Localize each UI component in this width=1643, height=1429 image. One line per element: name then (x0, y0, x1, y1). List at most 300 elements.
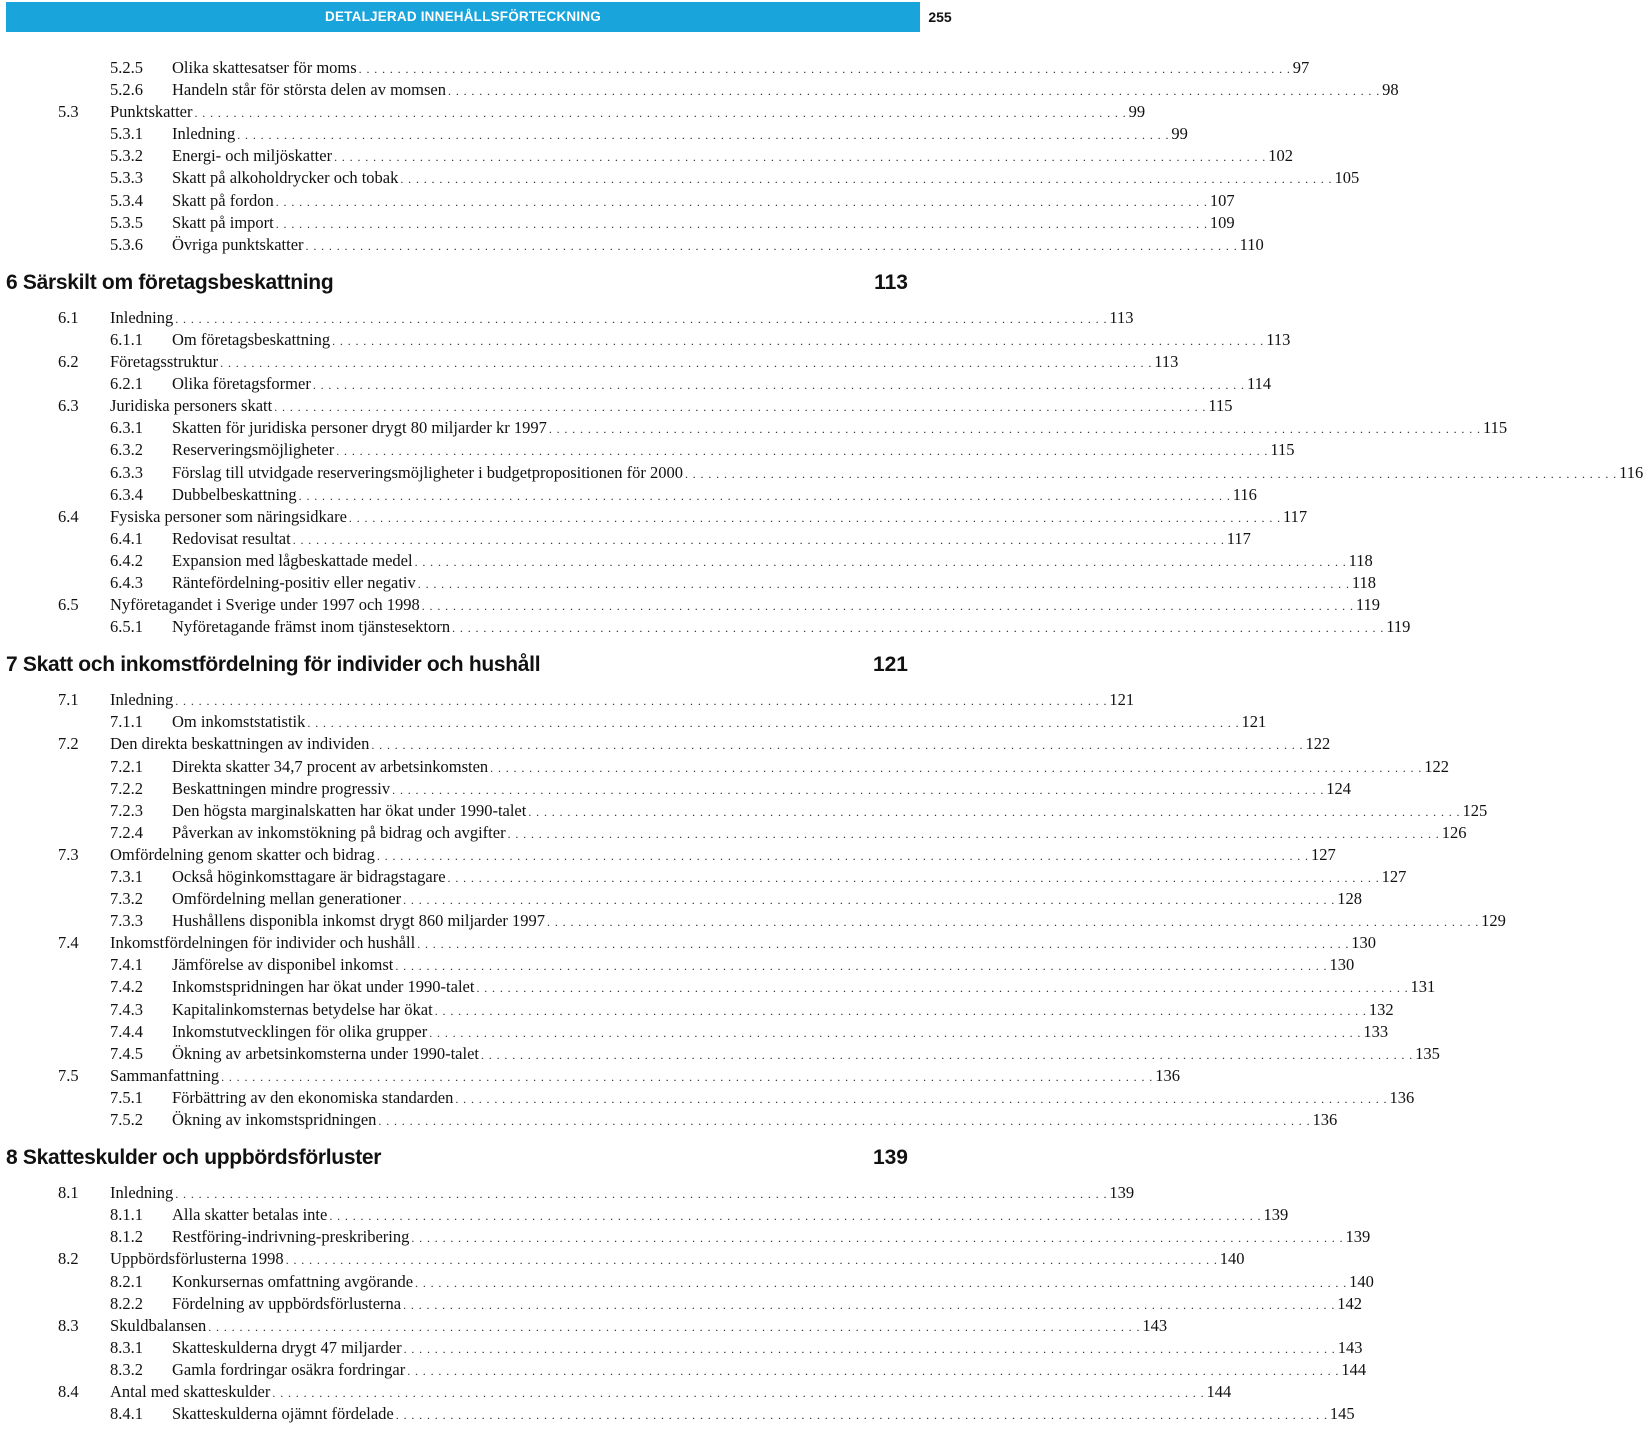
section-title: Också höginkomsttagare är bidragstagare (172, 867, 446, 886)
section-number: 6.3.3 (110, 462, 143, 482)
entry-line (172, 190, 1235, 213)
entry-line (172, 145, 1293, 168)
section-title: Direkta skatter 34,7 procent av arbetsinkomsten (172, 756, 489, 776)
section-title: Ökning av arbetsinkomsterna under 1990-talet (172, 1043, 479, 1063)
entry-line (110, 844, 1336, 867)
section-title: Hushållens disponibla inkomst drygt 860 miljarder 1997 (172, 911, 546, 931)
dot-leader: . . . . . . . . . . . . . . . . . . . . . . . . . . . . . . . . . . . . . . . . . . . . . . . . . . . . . . . . . . . . . . . . . . . . . . . . . . . . . . . . . . . . . . . . . . . . . . . . . . . . . . . . . . . . . . . . . . . . . . . . (332, 333, 1265, 348)
section-page-number: 130 (1351, 933, 1377, 953)
section-title: Nyföretagandet i Sverige under 1997 och 1998 (110, 595, 420, 615)
section-number: 6.2.1 (110, 374, 143, 394)
dot-leader: . . . . . . . . . . . . . . . . . . . . . . . . . . . . . . . . . . . . . . . . . . . . . . . . . . . . . . . . . . . . . . . . . . . . . . . . . . . . . . . . . . . . . . . . . . . . . . . . . . . . . . . . . . . . . . . . . . . . . . . . (220, 356, 1153, 371)
section-title: Den direkta beskattningen av individen (110, 734, 370, 754)
entry-line (172, 550, 1373, 573)
section-number: 5.3.6 (110, 234, 143, 254)
section-page-number: 114 (1246, 374, 1272, 394)
entry-line (172, 212, 1235, 235)
toc-subsection-entry[interactable] (0, 976, 1436, 998)
toc-section-entry[interactable] (0, 1315, 1168, 1337)
toc-section-entry[interactable] (0, 101, 1146, 123)
dot-leader: . . . . . . . . . . . . . . . . . . . . . . . . . . . . . . . . . . . . . . . . . . . . . . . . . . . . . . . . . . . . . . . . . . . . . . . . . . . . . . . . . . . . . . . . . . . . . . . . . . . . . . . . . . . . . . . . . . . . . . . . (684, 466, 1618, 481)
toc-subsection-entry[interactable] (0, 1021, 1389, 1043)
section-title: Beskattningen mindre progressiv (172, 778, 391, 798)
dot-leader: . . . . . . . . . . . . . . . . . . . . . . . . . . . . . . . . . . . . . . . . . . . . . . . . . . . . . . . . . . . . . . . . . . . . . . . . . . . . . . . . . . . . . . . . . . . . . . . . . . . . . . . . . . . . . . . . . . . . . . . . (414, 554, 1347, 569)
section-page-number: 125 (1462, 800, 1488, 820)
section-number: 7.5.2 (110, 1110, 143, 1130)
section-page-number: 119 (1355, 595, 1380, 615)
section-page-number: 139 (1263, 1205, 1289, 1225)
section-number: 8.3.2 (110, 1359, 143, 1379)
toc-section-entry[interactable] (0, 351, 1179, 373)
section-number: 5.3.1 (110, 124, 143, 144)
section-number: 6.5.1 (110, 617, 143, 637)
section-title: Förbättring av den ekonomiska standarden (172, 1087, 454, 1107)
toc-subsection-entry[interactable] (0, 1087, 1415, 1109)
running-header-title: DETALJERAD INNEHÅLLSFÖRTECKNING (6, 2, 920, 32)
dot-leader: . . . . . . . . . . . . . . . . . . . . . . . . . . . . . . . . . . . . . . . . . . . . . . . . . . . . . . . . . . . . . . . . . . . . . . . . . . . . . . . . . . . . . . . . . . . . . . . . . . . . . . . . . . . . . . . . . . . . . . . . (275, 216, 1208, 231)
entry-line (172, 439, 1295, 462)
dot-leader: . . . . . . . . . . . . . . . . . . . . . . . . . . . . . . . . . . . . . . . . . . . . . . . . . . . . . . . . . . . . . . . . . . . . . . . . . . . . . . . . . . . . . . . . . . . . . . . . . . . . . . . . . . . . . . . . . . . . . . . . (403, 1341, 1336, 1356)
toc-subsection-entry[interactable] (0, 954, 1355, 976)
section-number: 7.2.4 (110, 822, 143, 842)
section-page-number: 144 (1206, 1381, 1232, 1401)
toc-section-entry[interactable] (0, 506, 1308, 528)
chapter-title: 7 Skatt och inkomstfördelning för individer och hushåll (6, 653, 541, 677)
toc-subsection-entry[interactable] (0, 572, 1377, 594)
section-page-number: 110 (1239, 234, 1264, 254)
chapter-heading[interactable] (0, 650, 960, 680)
section-number: 8.2.1 (110, 1271, 143, 1291)
section-title: Skatt på fordon (172, 190, 274, 210)
section-page-number: 126 (1441, 822, 1467, 842)
dot-leader: . . . . . . . . . . . . . . . . . . . . . . . . . . . . . . . . . . . . . . . . . . . . . . . . . . . . . . . . . . . . . . . . . . . . . . . . . . . . . . . . . . . . . . . . . . . . . . . . . . . . . . . . . . . . . . . . . . . . . . . . (403, 1297, 1336, 1312)
entry-line (172, 572, 1377, 595)
section-page-number: 117 (1283, 506, 1308, 526)
entry-line (110, 1248, 1245, 1271)
section-title: Inkomstspridningen har ökat under 1990-talet (172, 977, 475, 997)
toc-subsection-entry[interactable] (0, 167, 1360, 189)
entry-line (172, 822, 1467, 845)
section-number: 7.4 (58, 933, 79, 953)
dot-leader: . . . . . . . . . . . . . . . . . . . . . . . . . . . . . . . . . . . . . . . . . . . . . . . . . . . . . . . . . . . . . . . . . . . . . . . . . . . . . . . . . . . . . . . . . . . . . . . . . . . . . . . . . . . . . . . . . . . . . . . . (447, 871, 1380, 885)
section-number: 7.3 (58, 844, 79, 864)
section-number: 5.3.5 (110, 212, 143, 232)
dot-leader: . . . . . . . . . . . . . . . . . . . . . . . . . . . . . . . . . . . . . . . . . . . . . . . . . . . . . . . . . . . . . . . . . . . . . . . . . . . . . . . . . . . . . . . . . . . . . . . . . . . . . . . . . . . . . . . . . . . . . . . . (272, 1385, 1205, 1400)
section-title: Sammanfattning (110, 1065, 220, 1085)
toc-subsection-entry[interactable] (0, 190, 1235, 212)
section-page-number: 116 (1619, 462, 1643, 482)
entry-line (172, 484, 1257, 507)
chapter-title: 8 Skatteskulder och uppbördsförluster (6, 1146, 382, 1170)
toc-subsection-entry[interactable] (0, 778, 1351, 800)
entry-line (172, 778, 1351, 801)
section-title: Inledning (110, 690, 174, 710)
section-number: 7.2.1 (110, 756, 143, 776)
dot-leader: . . . . . . . . . . . . . . . . . . . . . . . . . . . . . . . . . . . . . . . . . . . . . . . . . . . . . . . . . . . . . . . . . . . . . . . . . . . . . . . . . . . . . . . . . . . . . . . . . . . . . . . . . . . . . . . . . . . . . . . . (175, 1187, 1108, 1202)
section-page-number: 113 (1266, 329, 1291, 349)
dot-leader: . . . . . . . . . . . . . . . . . . . . . . . . . . . . . . . . . . . . . . . . . . . . . . . . . . . . . . . . . . . . . . . . . . . . . . . . . . . . . . . . . . . . . . . . . . . . . . . . . . . . . . . . . . . . . . . . . . . . . . . . (417, 576, 1350, 591)
entry-line (110, 1182, 1135, 1205)
section-title: Alla skatter betalas inte (172, 1205, 328, 1225)
section-title: Fördelning av uppbördsförlusterna (172, 1293, 402, 1313)
section-number: 6.3.2 (110, 440, 143, 460)
dot-leader: . . . . . . . . . . . . . . . . . . . . . . . . . . . . . . . . . . . . . . . . . . . . . . . . . . . . . . . . . . . . . . . . . . . . . . . . . . . . . . . . . . . . . . . . . . . . . . . . . . . . . . . . . . . . . . . . . . . . . . . . (312, 378, 1245, 393)
toc-section-entry[interactable] (0, 1182, 1135, 1204)
section-title: Uppbördsförlusterna 1998 (110, 1249, 284, 1269)
section-page-number: 135 (1415, 1043, 1440, 1063)
toc-subsection-entry[interactable] (0, 212, 1235, 234)
entry-line (110, 594, 1380, 617)
section-page-number: 128 (1337, 889, 1362, 909)
dot-leader: . . . . . . . . . . . . . . . . . . . . . . . . . . . . . . . . . . . . . . . . . . . . . . . . . . . . . . . . . . . . . . . . . . . . . . . . . . . . . . . . . . . . . . . . . . . . . . . . . . . . . . . . . . . . . . . . . . . . . . . . (429, 1025, 1362, 1040)
entry-line (172, 1204, 1289, 1227)
section-number: 7.3.1 (110, 867, 143, 886)
section-number: 6.4.3 (110, 572, 143, 592)
dot-leader: . . . . . . . . . . . . . . . . . . . . . . . . . . . . . . . . . . . . . . . . . . . . . . . . . . . . . . . . . . . . . . . . . . . . . . . . . . . . . . . . . . . . . . . . . . . . . . . . . . . . . . . . . . . . . . . . . . . . . . . . (221, 1069, 1154, 1084)
entry-line (172, 954, 1355, 977)
section-number: 7.5.1 (110, 1087, 143, 1107)
dot-leader: . . . . . . . . . . . . . . . . . . . . . . . . . . . . . . . . . . . . . . . . . . . . . . . . . . . . . . . . . . . . . . . . . . . . . . . . . . . . . . . . . . . . . . . . . . . . . . . . . . . . . . . . . . . . . . . . . . . . . . . . (274, 400, 1207, 415)
section-number: 6.1 (58, 307, 79, 327)
toc-subsection-entry[interactable] (0, 1337, 1363, 1359)
section-page-number: 122 (1305, 734, 1331, 754)
toc-subsection-entry[interactable] (0, 1043, 1440, 1065)
entry-line (172, 711, 1267, 734)
entry-line (172, 756, 1450, 779)
section-page-number: 136 (1155, 1065, 1180, 1085)
section-title: Redovisat resultat (172, 528, 291, 548)
toc-subsection-entry[interactable] (0, 417, 1508, 439)
toc-subsection-entry[interactable] (0, 123, 1188, 145)
entry-line (172, 1226, 1371, 1249)
section-number: 6.4.1 (110, 528, 143, 548)
toc-section-entry[interactable] (0, 844, 1336, 866)
section-page-number: 119 (1386, 617, 1411, 637)
entry-line (172, 462, 1643, 485)
section-page-number: 99 (1171, 124, 1188, 144)
section-title: Övriga punktskatter (172, 234, 304, 254)
section-title: Den högsta marginalskatten har ökat under 1990-talet (172, 800, 527, 820)
toc-subsection-entry[interactable] (0, 462, 1643, 484)
section-page-number: 124 (1326, 778, 1351, 798)
section-page-number: 107 (1209, 190, 1235, 210)
page-number: 255 (928, 9, 952, 25)
entry-line (172, 167, 1360, 190)
entry-line (110, 101, 1146, 124)
dot-leader: . . . . . . . . . . . . . . . . . . . . . . . . . . . . . . . . . . . . . . . . . . . . . . . . . . . . . . . . . . . . . . . . . . . . . . . . . . . . . . . . . . . . . . . . . . . . . . . . . . . . . . . . . . . . . . . . . . . . . . . . (334, 150, 1267, 165)
section-title: Gamla fordringar osäkra fordringar (172, 1359, 406, 1379)
entry-line (172, 1293, 1362, 1316)
dot-leader: . . . . . . . . . . . . . . . . . . . . . . . . . . . . . . . . . . . . . . . . . . . . . . . . . . . . . . . . . . . . . . . . . . . . . . . . . . . . . . . . . . . . . . . . . . . . . . . . . . . . . . . . . . . . . . . . . . . . . . . . (395, 1408, 1328, 1423)
chapter-heading[interactable] (0, 268, 960, 298)
entry-line (172, 123, 1188, 146)
entry-line (110, 733, 1331, 756)
entry-line (110, 1381, 1232, 1404)
section-title: Ökning av inkomstspridningen (172, 1110, 377, 1130)
section-number: 6.4.2 (110, 550, 143, 570)
table-of-contents (0, 57, 1643, 1425)
dot-leader: . . . . . . . . . . . . . . . . . . . . . . . . . . . . . . . . . . . . . . . . . . . . . . . . . . . . . . . . . . . . . . . . . . . . . . . . . . . . . . . . . . . . . . . . . . . . . . . . . . . . . . . . . . . . . . . . . . . . . . . . (415, 1275, 1348, 1290)
toc-subsection-entry[interactable] (0, 822, 1467, 844)
section-number: 7.3.2 (110, 889, 143, 909)
section-number: 5.3 (58, 102, 79, 122)
section-number: 6.2 (58, 352, 79, 372)
section-page-number: 109 (1209, 212, 1235, 232)
entry-line (110, 932, 1377, 955)
chapter-heading[interactable] (0, 1143, 960, 1173)
section-title: Skatten för juridiska personer drygt 80 miljarder kr 1997 (172, 418, 547, 438)
section-number: 7.2 (58, 734, 79, 754)
entry-line (172, 1109, 1338, 1132)
dot-leader: . . . . . . . . . . . . . . . . . . . . . . . . . . . . . . . . . . . . . . . . . . . . . . . . . . . . . . . . . . . . . . . . . . . . . . . . . . . . . . . . . . . . . . . . . . . . . . . . . . . . . . . . . . . . . . . . . . . . . . . . (175, 311, 1108, 326)
section-number: 8.1.1 (110, 1205, 143, 1225)
section-title: Påverkan av inkomstökning på bidrag och avgifter (172, 822, 506, 842)
chapter-page-number: 121 (872, 653, 908, 677)
section-number: 5.3.4 (110, 190, 143, 210)
dot-leader: . . . . . . . . . . . . . . . . . . . . . . . . . . . . . . . . . . . . . . . . . . . . . . . . . . . . . . . . . . . . . . . . . . . . . . . . . . . . . . . . . . . . . . . . . . . . . . . . . . . . . . . . . . . . . . . . . . . . . . . . (329, 1209, 1262, 1224)
section-title: Olika företagsformer (172, 374, 311, 394)
toc-subsection-entry[interactable] (0, 439, 1295, 461)
section-title: Skatteskulderna ojämnt fördelade (172, 1404, 394, 1424)
toc-subsection-entry[interactable] (0, 1204, 1289, 1226)
dot-leader: . . . . . . . . . . . . . . . . . . . . . . . . . . . . . . . . . . . . . . . . . . . . . . . . . . . . . . . . . . . . . . . . . . . . . . . . . . . . . . . . . . . . . . . . . . . . . . . . . . . . . . . . . . . . . . . . . . . . . . . . (298, 488, 1231, 503)
entry-line (172, 910, 1506, 933)
entry-line (110, 689, 1135, 712)
section-title: Inkomstutvecklingen för olika grupper (172, 1021, 428, 1041)
section-title: Skatt på import (172, 212, 274, 232)
section-page-number: 115 (1270, 440, 1295, 460)
dot-leader: . . . . . . . . . . . . . . . . . . . . . . . . . . . . . . . . . . . . . . . . . . . . . . . . . . . . . . . . . . . . . . . . . . . . . . . . . . . . . . . . . . . . . . . . . . . . . . . . . . . . . . . . . . . . . . . . . . . . . . . . (275, 194, 1208, 209)
section-title: Omfördelning mellan generationer (172, 889, 402, 909)
entry-line (110, 395, 1233, 418)
toc-section-entry[interactable] (0, 689, 1135, 711)
section-page-number: 98 (1382, 80, 1399, 100)
section-number: 6.3.4 (110, 484, 143, 504)
section-title: Fysiska personer som näringsidkare (110, 506, 347, 526)
section-number: 8.1.2 (110, 1227, 143, 1247)
section-number: 7.4.2 (110, 977, 143, 997)
dot-leader: . . . . . . . . . . . . . . . . . . . . . . . . . . . . . . . . . . . . . . . . . . . . . . . . . . . . . . . . . . . . . . . . . . . . . . . . . . . . . . . . . . . . . . . . . . . . . . . . . . . . . . . . . . . . . . . . . . . . . . . . (448, 84, 1381, 99)
dot-leader: . . . . . . . . . . . . . . . . . . . . . . . . . . . . . . . . . . . . . . . . . . . . . . . . . . . . . . . . . . . . . . . . . . . . . . . . . . . . . . . . . . . . . . . . . . . . . . . . . . . . . . . . . . . . . . . . . . . . . . . . (481, 1047, 1414, 1062)
toc-section-entry[interactable] (0, 1248, 1245, 1270)
entry-line (172, 999, 1394, 1022)
toc-subsection-entry[interactable] (0, 234, 1264, 256)
entry-line (172, 79, 1399, 102)
entry-line (172, 1271, 1374, 1294)
toc-subsection-entry[interactable] (0, 711, 1267, 733)
section-page-number: 133 (1363, 1021, 1389, 1041)
entry-line (172, 1021, 1389, 1044)
section-title: Expansion med lågbeskattade medel (172, 550, 413, 570)
dot-leader: . . . . . . . . . . . . . . . . . . . . . . . . . . . . . . . . . . . . . . . . . . . . . . . . . . . . . . . . . . . . . . . . . . . . . . . . . . . . . . . . . . . . . . . . . . . . . . . . . . . . . . . . . . . . . . . . . . . . . . . . (378, 1114, 1311, 1129)
entry-line (110, 307, 1134, 330)
toc-subsection-entry[interactable] (0, 866, 1407, 888)
section-title: Jämförelse av disponibel inkomst (172, 955, 394, 975)
section-number: 6.5 (58, 595, 79, 615)
toc-subsection-entry[interactable] (0, 57, 1310, 79)
dot-leader: . . . . . . . . . . . . . . . . . . . . . . . . . . . . . . . . . . . . . . . . . . . . . . . . . . . . . . . . . . . . . . . . . . . . . . . . . . . . . . . . . . . . . . . . . . . . . . . . . . . . . . . . . . . . . . . . . . . . . . . . (307, 716, 1240, 731)
toc-section-entry[interactable] (0, 594, 1380, 616)
dot-leader: . . . . . . . . . . . . . . . . . . . . . . . . . . . . . . . . . . . . . . . . . . . . . . . . . . . . . . . . . . . . . . . . . . . . . . . . . . . . . . . . . . . . . . . . . . . . . . . . . . . . . . . . . . . . . . . . . . . . . . . . (292, 532, 1225, 547)
section-title: Punktskatter (110, 102, 193, 122)
section-number: 8.1 (58, 1183, 79, 1203)
section-page-number: 115 (1208, 396, 1233, 416)
dot-leader: . . . . . . . . . . . . . . . . . . . . . . . . . . . . . . . . . . . . . . . . . . . . . . . . . . . . . . . . . . . . . . . . . . . . . . . . . . . . . . . . . . . . . . . . . . . . . . . . . . . . . . . . . . . . . . . . . . . . . . . . (305, 238, 1238, 253)
toc-subsection-entry[interactable] (0, 1226, 1371, 1248)
entry-line (172, 373, 1272, 396)
section-page-number: 140 (1349, 1271, 1374, 1291)
section-number: 6.3.1 (110, 418, 143, 438)
section-title: Kapitalinkomsternas betydelse har ökat (172, 999, 433, 1019)
entry-line (172, 866, 1407, 889)
section-page-number: 136 (1312, 1110, 1338, 1130)
dot-leader: . . . . . . . . . . . . . . . . . . . . . . . . . . . . . . . . . . . . . . . . . . . . . . . . . . . . . . . . . . . . . . . . . . . . . . . . . . . . . . . . . . . . . . . . . . . . . . . . . . . . . . . . . . . . . . . . . . . . . . . . (411, 1231, 1344, 1246)
toc-subsection-entry[interactable] (0, 1109, 1338, 1131)
entry-line (172, 417, 1508, 440)
dot-leader: . . . . . . . . . . . . . . . . . . . . . . . . . . . . . . . . . . . . . . . . . . . . . . . . . . . . . . . . . . . . . . . . . . . . . . . . . . . . . . . . . . . . . . . . . . . . . . . . . . . . . . . . . . . . . . . . . . . . . . . . (476, 981, 1409, 996)
section-page-number: 121 (1109, 690, 1135, 710)
section-number: 7.4.4 (110, 1021, 143, 1041)
dot-leader: . . . . . . . . . . . . . . . . . . . . . . . . . . . . . . . . . . . . . . . . . . . . . . . . . . . . . . . . . . . . . . . . . . . . . . . . . . . . . . . . . . . . . . . . . . . . . . . . . . . . . . . . . . . . . . . . . . . . . . . . (392, 782, 1325, 797)
toc-section-entry[interactable] (0, 395, 1233, 417)
section-number: 7.4.1 (110, 955, 143, 975)
toc-subsection-entry[interactable] (0, 145, 1293, 167)
toc-subsection-entry[interactable] (0, 1403, 1355, 1425)
chapter-page-number: 139 (872, 1146, 908, 1170)
toc-section-entry[interactable] (0, 307, 1134, 329)
section-number: 5.3.2 (110, 146, 143, 166)
dot-leader: . . . . . . . . . . . . . . . . . . . . . . . . . . . . . . . . . . . . . . . . . . . . . . . . . . . . . . . . . . . . . . . . . . . . . . . . . . . . . . . . . . . . . . . . . . . . . . . . . . . . . . . . . . . . . . . . . . . . . . . . (548, 422, 1481, 437)
section-page-number: 130 (1329, 955, 1355, 975)
section-page-number: 139 (1345, 1227, 1371, 1247)
toc-subsection-entry[interactable] (0, 1359, 1367, 1381)
section-number: 8.4 (58, 1381, 79, 1401)
toc-subsection-entry[interactable] (0, 329, 1291, 351)
section-title: Förslag till utvidgade reserveringsmöjligheter i budgetpropositionen för 2000 (172, 462, 683, 482)
section-title: Nyföretagande främst inom tjänstesektorn (172, 617, 451, 637)
section-page-number: 143 (1142, 1315, 1168, 1335)
section-number: 7.4.3 (110, 999, 143, 1019)
dot-leader: . . . . . . . . . . . . . . . . . . . . . . . . . . . . . . . . . . . . . . . . . . . . . . . . . . . . . . . . . . . . . . . . . . . . . . . . . . . . . . . . . . . . . . . . . . . . . . . . . . . . . . . . . . . . . . . . . . . . . . . . (528, 804, 1461, 819)
entry-line (172, 1403, 1355, 1426)
section-number: 7.2.2 (110, 778, 143, 798)
section-page-number: 144 (1341, 1359, 1367, 1379)
section-page-number: 129 (1481, 911, 1506, 931)
toc-subsection-entry[interactable] (0, 484, 1257, 506)
section-title: Inkomstfördelningen för individer och hushåll (110, 933, 416, 953)
section-title: Reserveringsmöjligheter (172, 440, 335, 460)
section-number: 8.3.1 (110, 1337, 143, 1357)
toc-subsection-entry[interactable] (0, 528, 1251, 550)
section-page-number: 136 (1389, 1087, 1415, 1107)
toc-section-entry[interactable] (0, 932, 1377, 954)
toc-section-entry[interactable] (0, 733, 1331, 755)
section-number: 8.4.1 (110, 1404, 143, 1424)
section-page-number: 143 (1337, 1337, 1363, 1357)
toc-subsection-entry[interactable] (0, 1293, 1362, 1315)
section-page-number: 113 (1109, 307, 1134, 327)
toc-subsection-entry[interactable] (0, 79, 1399, 101)
section-page-number: 102 (1268, 146, 1293, 166)
section-page-number: 97 (1292, 58, 1310, 77)
dot-leader: . . . . . . . . . . . . . . . . . . . . . . . . . . . . . . . . . . . . . . . . . . . . . . . . . . . . . . . . . . . . . . . . . . . . . . . . . . . . . . . . . . . . . . . . . . . . . . . . . . . . . . . . . . . . . . . . . . . . . . . . (455, 1091, 1388, 1106)
toc-subsection-entry[interactable] (0, 616, 1411, 638)
section-title: Restföring-indrivning-preskribering (172, 1227, 410, 1247)
section-page-number: 118 (1348, 550, 1373, 570)
section-title: Skatt på alkoholdrycker och tobak (172, 168, 399, 188)
section-title: Om inkomststatistik (172, 712, 306, 732)
toc-section-entry[interactable] (0, 1065, 1180, 1087)
section-title: Antal med skatteskulder (110, 1381, 271, 1401)
section-title: Juridiska personers skatt (110, 396, 273, 416)
dot-leader: . . . . . . . . . . . . . . . . . . . . . . . . . . . . . . . . . . . . . . . . . . . . . . . . . . . . . . . . . . . . . . . . . . . . . . . . . . . . . . . . . . . . . . . . . . . . . . . . . . . . . . . . . . . . . . . . . . . . . . . . (175, 694, 1108, 709)
dot-leader: . . . . . . . . . . . . . . . . . . . . . . . . . . . . . . . . . . . . . . . . . . . . . . . . . . . . . . . . . . . . . . . . . . . . . . . . . . . . . . . . . . . . . . . . . . . . . . . . . . . . . . . . . . . . . . . . . . . . . . . . (371, 738, 1304, 753)
section-number: 8.2 (58, 1249, 79, 1269)
toc-subsection-entry[interactable] (0, 373, 1272, 395)
section-title: Inledning (110, 307, 174, 327)
toc-subsection-entry[interactable] (0, 550, 1373, 572)
dot-leader: . . . . . . . . . . . . . . . . . . . . . . . . . . . . . . . . . . . . . . . . . . . . . . . . . . . . . . . . . . . . . . . . . . . . . . . . . . . . . . . . . . . . . . . . . . . . . . . . . . . . . . . . . . . . . . . . . . . . . . . . (358, 62, 1291, 76)
entry-line (172, 234, 1264, 257)
entry-line (172, 528, 1251, 551)
section-title: Om företagsbeskattning (172, 329, 331, 349)
dot-leader: . . . . . . . . . . . . . . . . . . . . . . . . . . . . . . . . . . . . . . . . . . . . . . . . . . . . . . . . . . . . . . . . . . . . . . . . . . . . . . . . . . . . . . . . . . . . . . . . . . . . . . . . . . . . . . . . . . . . . . . . (285, 1253, 1218, 1268)
dot-leader: . . . . . . . . . . . . . . . . . . . . . . . . . . . . . . . . . . . . . . . . . . . . . . . . . . . . . . . . . . . . . . . . . . . . . . . . . . . . . . . . . . . . . . . . . . . . . . . . . . . . . . . . . . . . . . . . . . . . . . . . (434, 1003, 1367, 1018)
entry-line (110, 1315, 1168, 1338)
section-title: Skatteskulderna drygt 47 miljarder (172, 1337, 402, 1357)
dot-leader: . . . . . . . . . . . . . . . . . . . . . . . . . . . . . . . . . . . . . . . . . . . . . . . . . . . . . . . . . . . . . . . . . . . . . . . . . . . . . . . . . . . . . . . . . . . . . . . . . . . . . . . . . . . . . . . . . . . . . . . . (336, 444, 1269, 459)
section-number: 8.3 (58, 1315, 79, 1335)
toc-subsection-entry[interactable] (0, 910, 1506, 932)
dot-leader: . . . . . . . . . . . . . . . . . . . . . . . . . . . . . . . . . . . . . . . . . . . . . . . . . . . . . . . . . . . . . . . . . . . . . . . . . . . . . . . . . . . . . . . . . . . . . . . . . . . . . . . . . . . . . . . . . . . . . . . . (395, 959, 1328, 974)
section-title: Konkursernas omfattning avgörande (172, 1271, 414, 1291)
entry-line (110, 506, 1308, 529)
toc-subsection-entry[interactable] (0, 800, 1488, 822)
toc-section-entry[interactable] (0, 1381, 1232, 1403)
entry-line (172, 1337, 1363, 1360)
toc-subsection-entry[interactable] (0, 888, 1362, 910)
dot-leader: . . . . . . . . . . . . . . . . . . . . . . . . . . . . . . . . . . . . . . . . . . . . . . . . . . . . . . . . . . . . . . . . . . . . . . . . . . . . . . . . . . . . . . . . . . . . . . . . . . . . . . . . . . . . . . . . . . . . . . . . (421, 599, 1354, 614)
section-title: Skuldbalansen (110, 1315, 207, 1335)
toc-subsection-entry[interactable] (0, 999, 1394, 1021)
dot-leader: . . . . . . . . . . . . . . . . . . . . . . . . . . . . . . . . . . . . . . . . . . . . . . . . . . . . . . . . . . . . . . . . . . . . . . . . . . . . . . . . . . . . . . . . . . . . . . . . . . . . . . . . . . . . . . . . . . . . . . . . (417, 937, 1350, 952)
chapter-page-number: 113 (874, 270, 908, 294)
section-page-number: 113 (1154, 352, 1179, 372)
section-page-number: 99 (1128, 102, 1146, 122)
entry-line (172, 1359, 1367, 1382)
section-number: 5.3.3 (110, 168, 143, 188)
section-number: 8.2.2 (110, 1293, 143, 1313)
dot-leader: . . . . . . . . . . . . . . . . . . . . . . . . . . . . . . . . . . . . . . . . . . . . . . . . . . . . . . . . . . . . . . . . . . . . . . . . . . . . . . . . . . . . . . . . . . . . . . . . . . . . . . . . . . . . . . . . . . . . . . . . (237, 128, 1170, 143)
section-number: 5.2.6 (110, 80, 143, 100)
section-number: 6.4 (58, 506, 79, 526)
toc-subsection-entry[interactable] (0, 756, 1450, 778)
section-page-number: 116 (1232, 484, 1257, 504)
section-number: 6.1.1 (110, 329, 143, 349)
section-page-number: 140 (1219, 1249, 1245, 1269)
dot-leader: . . . . . . . . . . . . . . . . . . . . . . . . . . . . . . . . . . . . . . . . . . . . . . . . . . . . . . . . . . . . . . . . . . . . . . . . . . . . . . . . . . . . . . . . . . . . . . . . . . . . . . . . . . . . . . . . . . . . . . . . (194, 106, 1127, 121)
dot-leader: . . . . . . . . . . . . . . . . . . . . . . . . . . . . . . . . . . . . . . . . . . . . . . . . . . . . . . . . . . . . . . . . . . . . . . . . . . . . . . . . . . . . . . . . . . . . . . . . . . . . . . . . . . . . . . . . . . . . . . . . (348, 510, 1282, 525)
dot-leader: . . . . . . . . . . . . . . . . . . . . . . . . . . . . . . . . . . . . . . . . . . . . . . . . . . . . . . . . . . . . . . . . . . . . . . . . . . . . . . . . . . . . . . . . . . . . . . . . . . . . . . . . . . . . . . . . . . . . . . . . (490, 760, 1423, 775)
section-page-number: 132 (1368, 999, 1394, 1019)
toc-subsection-entry[interactable] (0, 1271, 1374, 1293)
section-page-number: 127 (1381, 867, 1407, 886)
section-title: Olika skattesatser för moms (172, 58, 357, 77)
entry-line (172, 329, 1291, 352)
section-title: Handeln står för största delen av momsen (172, 80, 447, 100)
section-page-number: 118 (1351, 572, 1377, 592)
dot-leader: . . . . . . . . . . . . . . . . . . . . . . . . . . . . . . . . . . . . . . . . . . . . . . . . . . . . . . . . . . . . . . . . . . . . . . . . . . . . . . . . . . . . . . . . . . . . . . . . . . . . . . . . . . . . . . . . . . . . . . . . (208, 1319, 1141, 1334)
